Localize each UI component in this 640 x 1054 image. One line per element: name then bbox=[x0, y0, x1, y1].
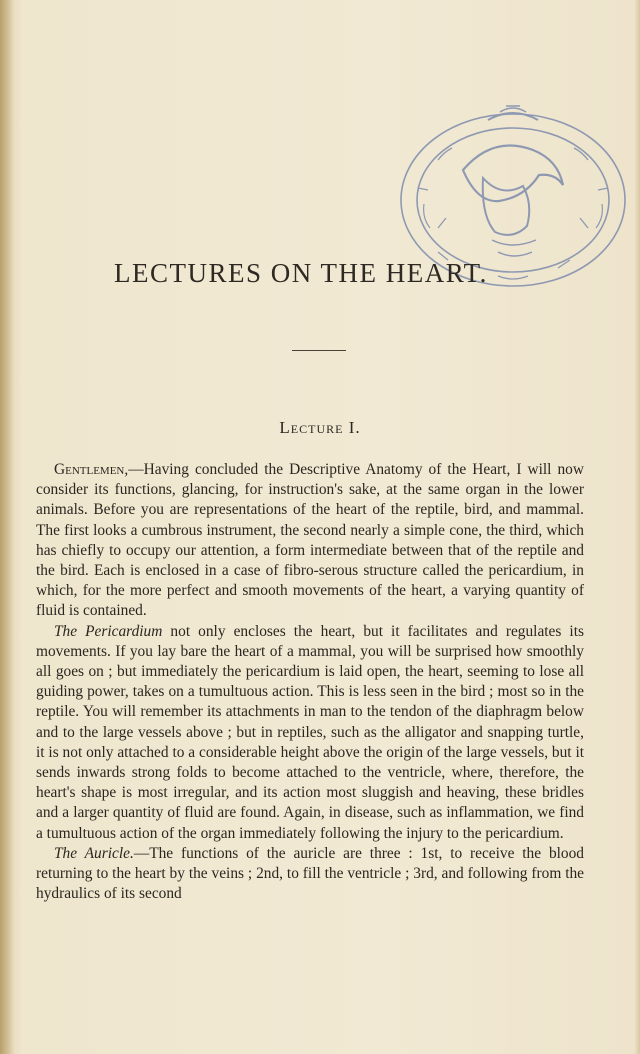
binding-shadow bbox=[0, 0, 14, 1054]
paragraph-lead: Gentlemen, bbox=[54, 461, 129, 478]
paragraph-text: —Having concluded the Descriptive Anatomy of the Heart, I will now consider its functions, glancing, for instruction's sake, at the same organ in the lower animals. Before you are representations of the heart of the reptile, bird, and mammal. The first looks a cumbrous instrument, the second nearly a simple cone, the third, which has chiefly to occupy our attention, a form intermediate between that of the reptile and the bird. Each is enclosed in a case of fibro-serous structure called the pericardium, in which, for the more perfect and smooth movements of the heart, a varying quantity of fluid is contained. bbox=[36, 461, 584, 620]
body-text bbox=[36, 460, 584, 904]
lecture-heading: Lecture I. bbox=[279, 418, 361, 437]
paragraph-text: —The functions of the auricle are three : 1st, to receive the blood returning to the heart by the veins ; 2nd, to fill the ventricle ; 3rd, and following from the hydraulics of its second bbox=[36, 844, 584, 903]
paragraph-text: not only encloses the heart, but it facilitates and regulates its movements. If you lay bare the heart of a mammal, you will be surprised how smoothly all goes on ; but immediately the pericardium is laid open, the heart, seeming to lose all guiding power, takes on a tumultuous action. This is less seen in the bird ; most so in the reptile. You will remember its attachments in man to the tendon of the diaphragm below and to the large vessels above ; but in reptiles, such as the alligator and snapping turtle, it is not only attached to a considerable height above the origin of the large vessels, but it sends inwards strong folds to become attached to the ventricle, where, therefore, the heart's shape is most irregular, and its action most sluggish and heaving, these bridles and a larger quantity of fluid are found. Again, in disease, such as inflammation, we find a tumultuous action of the organ immediately following the injury to the pericardium. bbox=[36, 622, 584, 842]
paragraph-lead: The Pericardium bbox=[54, 622, 163, 640]
paragraph-lead: The Auricle. bbox=[54, 844, 134, 862]
title-rule bbox=[292, 350, 346, 351]
paragraph bbox=[36, 622, 584, 844]
paragraph bbox=[36, 844, 584, 905]
page-edge bbox=[634, 0, 640, 1054]
paragraph bbox=[36, 460, 584, 622]
running-title: LECTURES ON THE HEART. bbox=[114, 258, 488, 288]
